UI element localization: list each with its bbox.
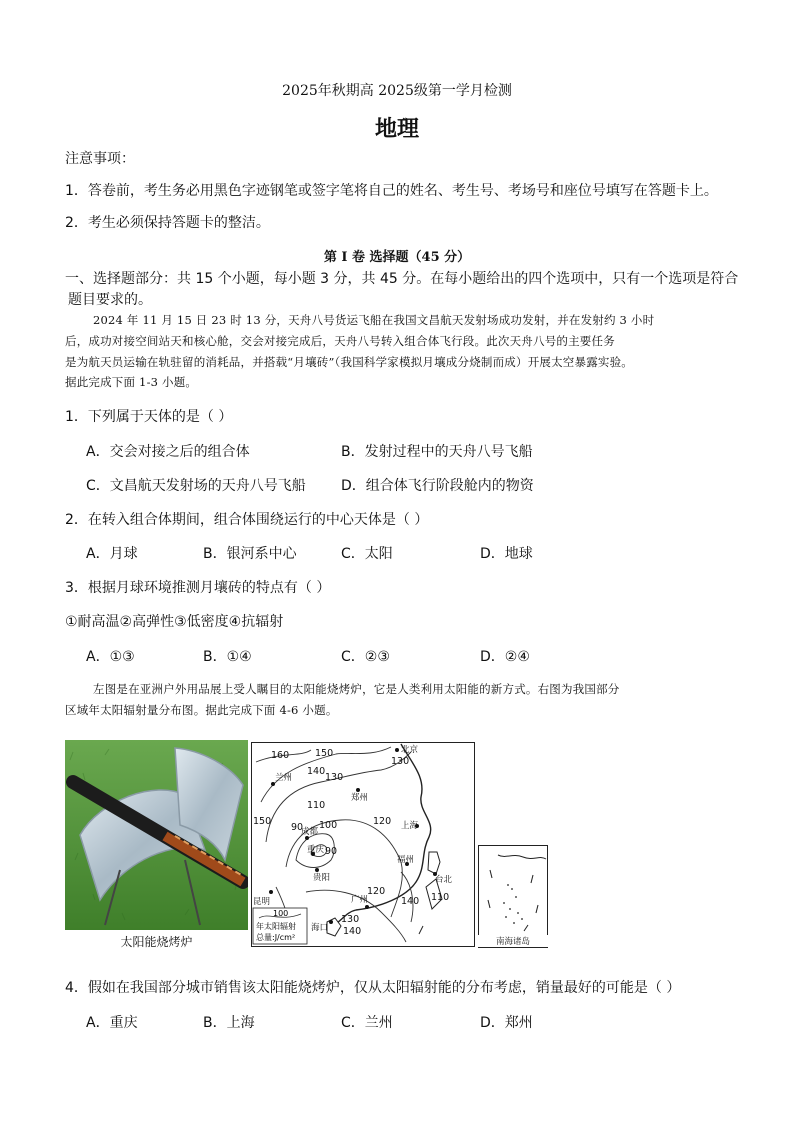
city-label-taibei: 台北 xyxy=(435,875,453,885)
question-3-stem: 3．根据月球环境推测月壤砖的特点有（ ） xyxy=(65,580,331,596)
subject-title: 地理 xyxy=(374,116,419,142)
contour-label: 110 xyxy=(307,800,326,811)
contour-label: 120 xyxy=(367,886,386,897)
note-item-1: 1．答卷前，考生务必用黑色字迹钢笔或签字笔将自己的姓名、考生号、考场号和座位号填写在答题卡上。 xyxy=(65,183,718,199)
note-item-2: 2．考生必须保持答题卡的整洁。 xyxy=(65,215,270,231)
city-label-lanzhou: 兰州 xyxy=(275,773,293,783)
contour-label: 160 xyxy=(271,750,290,761)
question-4-option-a[interactable]: A．重庆 xyxy=(86,1015,138,1031)
question-2-stem: 2．在转入组合体期间，组合体围绕运行的中心天体是（ ） xyxy=(65,512,429,528)
city-label-guiyang: 贵阳 xyxy=(313,873,331,883)
passage2-line-1: 左图是在亚洲户外用品展上受人瞩目的太阳能烧烤炉，它是人类利用太阳能的新方式。右图为我国部分 xyxy=(93,682,620,696)
question-1-option-b[interactable]: B．发射过程中的天舟八号飞船 xyxy=(341,444,533,460)
contour-label: 110 xyxy=(431,892,450,903)
question-1-stem: 1．下列属于天体的是（ ） xyxy=(65,409,233,425)
south-china-sea-inset xyxy=(478,845,548,948)
question-1-option-a[interactable]: A．交会对接之后的组合体 xyxy=(86,444,250,460)
contour-label: 150 xyxy=(253,816,272,827)
question-4-option-d[interactable]: D．郑州 xyxy=(480,1015,533,1031)
city-label-guangzhou: 广州 xyxy=(351,895,369,905)
city-label-beijing: 北京 xyxy=(401,745,419,755)
contour-label: 130 xyxy=(391,756,410,767)
question-4-option-b[interactable]: B．上海 xyxy=(203,1015,255,1031)
question-1-option-c[interactable]: C．文昌航天发射场的天舟八号飞船 xyxy=(86,478,306,494)
section-instructions-line1: 一、选择题部分：共 15 个小题，每小题 3 分，共 45 分。在每小题给出的四个选项中，只有一个选项是符合 xyxy=(65,271,739,287)
contour-label: 140 xyxy=(401,896,420,907)
passage1-line-4: 据此完成下面 1-3 小题。 xyxy=(65,375,198,389)
question-3-option-d[interactable]: D．②④ xyxy=(480,649,530,665)
solar-radiation-map xyxy=(251,742,475,947)
legend-line1: 年太阳辐射 xyxy=(256,922,296,931)
question-3-option-c[interactable]: C．②③ xyxy=(341,649,390,665)
question-3-option-a[interactable]: A．①③ xyxy=(86,649,135,665)
city-label-haikou: 海口 xyxy=(311,923,329,933)
question-3-statements: ①耐高温②高弹性③低密度④抗辐射 xyxy=(65,614,284,630)
legend-value: 100 xyxy=(273,909,289,918)
question-2-option-d[interactable]: D．地球 xyxy=(480,546,533,562)
contour-label: 90 xyxy=(325,846,338,857)
notes-heading: 注意事项： xyxy=(65,151,135,167)
contour-label: 140 xyxy=(343,926,362,937)
city-label-shanghai: 上海 xyxy=(401,821,419,831)
question-4-option-c[interactable]: C．兰州 xyxy=(341,1015,393,1031)
contour-label: 120 xyxy=(373,816,392,827)
contour-label: 100 xyxy=(319,820,338,831)
city-label-zhengzhou: 郑州 xyxy=(351,793,369,803)
contour-label: 140 xyxy=(307,766,326,777)
question-1-option-d[interactable]: D．组合体飞行阶段舱内的物资 xyxy=(341,478,534,494)
passage2-line-2: 区域年太阳辐射量分布图。据此完成下面 4-6 小题。 xyxy=(65,703,338,717)
question-4-stem: 4．假如在我国部分城市销售该太阳能烧烤炉，仅从太阳辐射能的分布考虑，销量最好的可能是（ ） xyxy=(65,980,681,996)
question-2-option-a[interactable]: A．月球 xyxy=(86,546,138,562)
contour-label: 130 xyxy=(325,772,344,783)
contour-label: 130 xyxy=(341,914,360,925)
exam-title: 2025年秋期高 2025级第一学月检测 xyxy=(282,83,512,99)
question-2-option-b[interactable]: B．银河系中心 xyxy=(203,546,297,562)
contour-label: 150 xyxy=(315,748,334,759)
photo-caption: 太阳能烧烤炉 xyxy=(120,935,193,949)
legend-line2: 总量:J/cm² xyxy=(256,933,296,942)
contour-label: 90 xyxy=(291,822,304,833)
city-label-chengdu: 成都 xyxy=(301,827,319,837)
city-label-kunming: 昆明 xyxy=(253,897,271,907)
passage1-line-1: 2024 年 11 月 15 日 23 时 13 分，天舟八号货运飞船在我国文昌航天发射场成功发射，并在发射约 3 小时 xyxy=(93,313,655,327)
question-3-option-b[interactable]: B．①④ xyxy=(203,649,252,665)
inset-caption: 南海诸岛 xyxy=(478,935,548,947)
solar-cooker-photo xyxy=(65,740,248,930)
section-title: 第 I 卷 选择题（45 分） xyxy=(323,250,471,265)
question-2-option-c[interactable]: C．太阳 xyxy=(341,546,393,562)
city-label-chongqing: 重庆 xyxy=(307,845,325,855)
passage1-line-3: 是为航天员运输在轨驻留的消耗品，并搭载“月壤砖”（我国科学家模拟月壤成分烧制而成）开展太空暴露实验。 xyxy=(65,355,634,369)
passage1-line-2: 后，成功对接空间站天和核心舱，交会对接完成后，天舟八号转入组合体飞行段。此次天舟八号的主要任务 xyxy=(65,334,615,348)
city-label-fuzhou: 福州 xyxy=(397,855,415,865)
section-instructions-line2: 题目要求的。 xyxy=(68,292,152,308)
